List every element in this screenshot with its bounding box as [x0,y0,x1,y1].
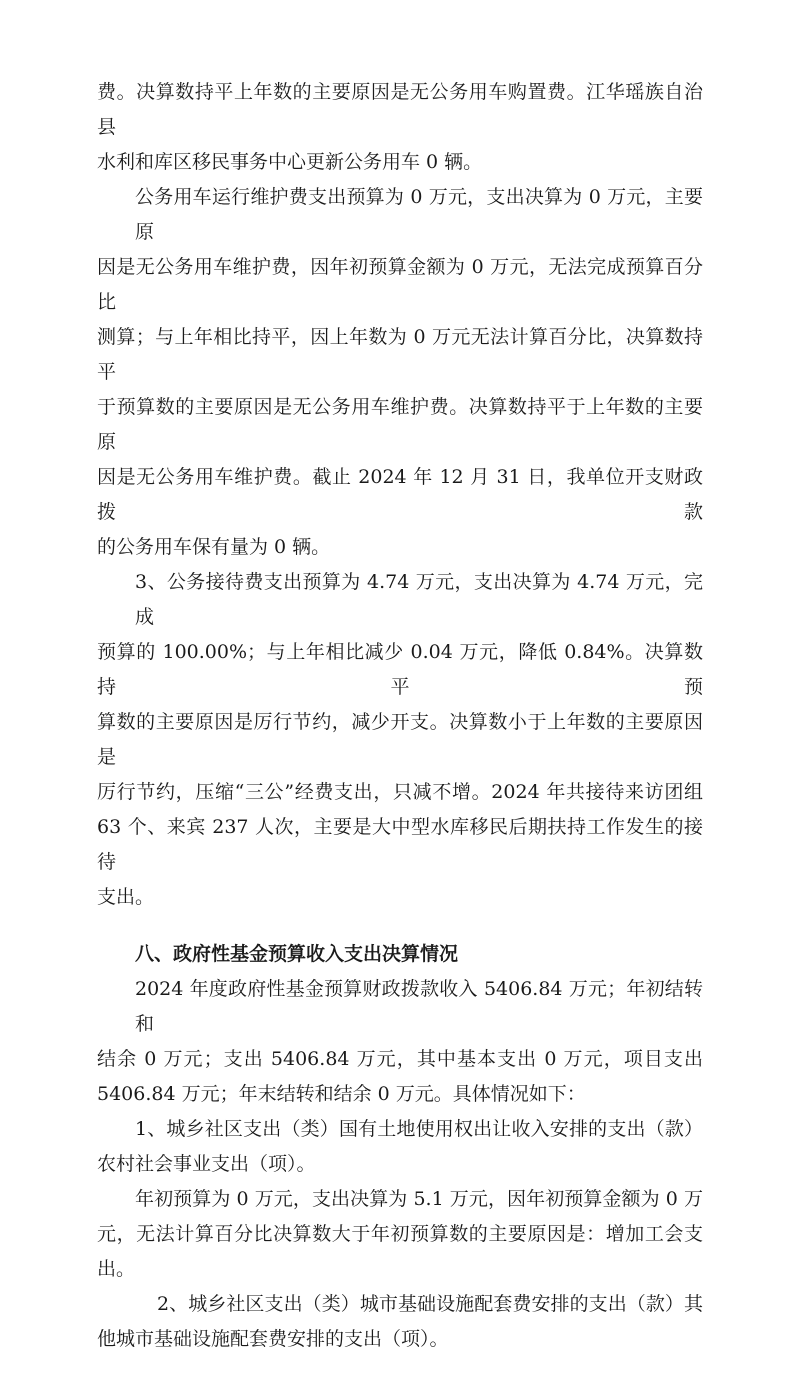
paragraph-line: 的公务用车保有量为 0 辆。 [97,536,331,558]
paragraph-line: 支出。 [97,886,155,908]
paragraph-line: 预算的 100.00%；与上年相比减少 0.04 万元，降低 0.84%。决算数持平预 [97,641,703,698]
paragraph-line: 他城市基础设施配套费安排的支出（项）。 [97,1328,449,1350]
paragraph-line: 5406.84 万元；年末结转和结余 0 万元。具体情况如下： [97,1083,586,1105]
paragraph-line: 水利和库区移民事务中心更新公务用车 0 辆。 [97,151,483,173]
paragraph-line: 元，无法计算百分比决算数大于年初预算数的主要原因是：增加工会支 [97,1223,703,1245]
paragraph-line: 于预算数的主要原因是无公务用车维护费。决算数持平于上年数的主要原 [97,396,703,453]
paragraph-line: 1、城乡社区支出（类）国有土地使用权出让收入安排的支出（款） [135,1118,703,1140]
paragraph-line: 结余 0 万元；支出 5406.84 万元，其中基本支出 0 万元，项目支出 [97,1048,703,1070]
paragraph-line: 3、公务接待费支出预算为 4.74 万元，支出决算为 4.74 万元，完成 [135,571,703,628]
paragraph-line: 算数的主要原因是厉行节约，减少开支。决算数小于上年数的主要原因是 [97,711,703,768]
paragraph-line: 2024 年度政府性基金预算财政拨款收入 5406.84 万元；年初结转和 [135,978,703,1035]
paragraph-line: 因是无公务用车维护费。截止 2024 年 12 月 31 日，我单位开支财政拨款 [97,466,703,523]
paragraph-line: 公务用车运行维护费支出预算为 0 万元，支出决算为 0 万元，主要原 [135,186,703,243]
paragraph-line: 测算；与上年相比持平，因上年数为 0 万元无法计算百分比，决算数持平 [97,326,703,383]
paragraph-line: 费。决算数持平上年数的主要原因是无公务用车购置费。江华瑶族自治县 [97,81,703,138]
paragraph-line: 出。 [97,1258,136,1280]
section-heading: 八、政府性基金预算收入支出决算情况 [135,943,459,965]
paragraph-line: 因是无公务用车维护费，因年初预算金额为 0 万元，无法完成预算百分比 [97,256,703,313]
paragraph-line: 2、城乡社区支出（类）城市基础设施配套费安排的支出（款）其 [157,1293,703,1315]
paragraph-line: 年初预算为 0 万元，支出决算为 5.1 万元，因年初预算金额为 0 万 [135,1188,703,1210]
paragraph-line: 厉行节约，压缩“三公”经费支出，只减不增。2024 年共接待来访团组 [97,781,703,803]
paragraph-line: 农村社会事业支出（项）。 [97,1153,316,1175]
paragraph-line: 63 个、来宾 237 人次，主要是大中型水库移民后期扶持工作发生的接待 [97,816,703,873]
